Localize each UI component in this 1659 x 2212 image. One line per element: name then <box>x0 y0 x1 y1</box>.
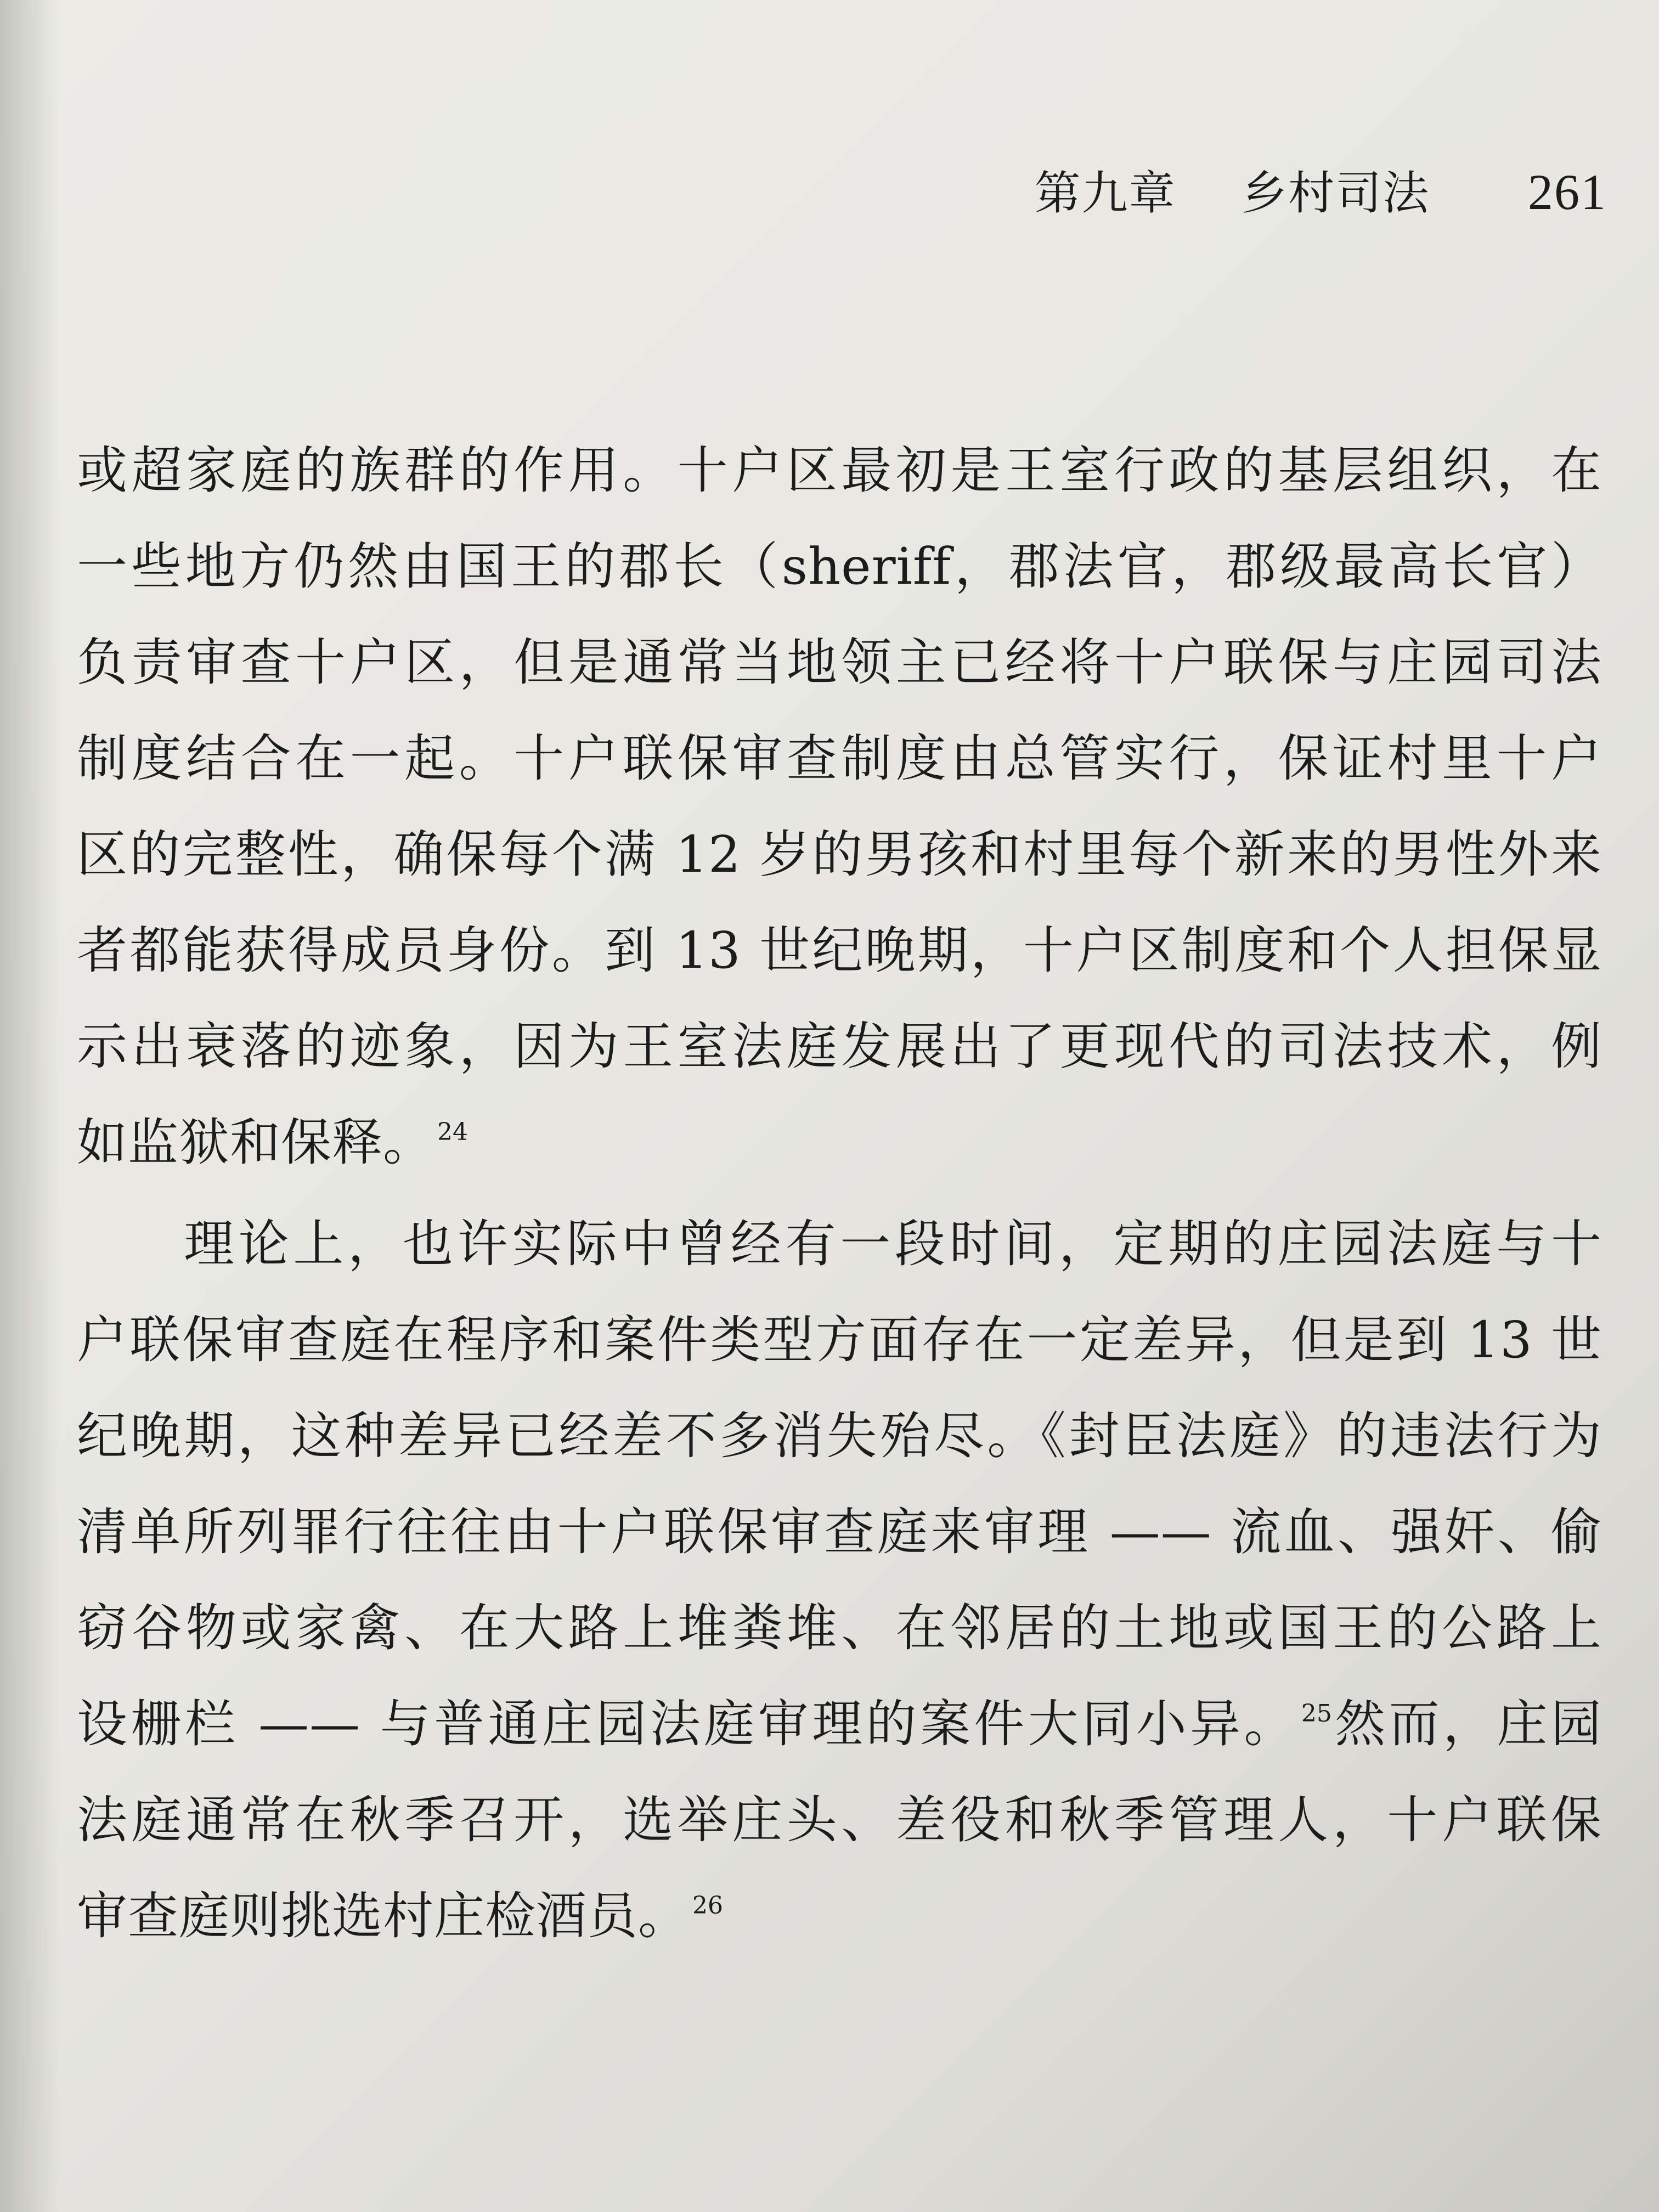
text-line: 负责审查十户区，但是通常当地领主已经将十户联保与庄园司法 <box>77 633 1602 692</box>
text-line: 窃谷物或家禽、在大路上堆粪堆、在邻居的土地或国王的公路上 <box>77 1599 1602 1657</box>
page-number: 261 <box>1528 164 1607 220</box>
text-fragment: 审查庭则挑选村庄检酒员。 <box>77 1887 690 1945</box>
running-head <box>1035 162 1607 223</box>
text-line: 示出衰落的迹象，因为王室法庭发展出了更现代的司法技术，例 <box>77 1017 1602 1076</box>
text-fragment: 如监狱和保释。 <box>77 1113 435 1172</box>
text-line: 清单所列罪行往往由十户联保审查庭来审理 —— 流血、强奸、偷 <box>77 1503 1602 1561</box>
text-line <box>77 1094 1602 1190</box>
text-fragment: 设栅栏 —— 与普通庄园法庭审理的案件大同小异。 <box>77 1695 1298 1753</box>
text-line: 区的完整性，确保每个满 12 岁的男孩和村里每个新来的男性外来 <box>77 825 1602 884</box>
footnote-marker: 25 <box>1301 1700 1332 1728</box>
text-line <box>77 1676 1602 1772</box>
footnote-marker: 24 <box>437 1118 469 1146</box>
text-line: 纪晚期，这种差异已经差不多消失殆尽。《封臣法庭》的违法行为 <box>77 1407 1602 1465</box>
text-line: 制度结合在一起。十户联保审查制度由总管实行，保证村里十户 <box>77 729 1602 788</box>
chapter-label: 第九章 <box>1034 166 1176 220</box>
text-fragment: 然而，庄园 <box>1331 1695 1602 1753</box>
footnote-marker: 26 <box>692 1892 724 1920</box>
text-line: 户联保审查庭在程序和案件类型方面存在一定差异，但是到 13 世 <box>77 1311 1602 1369</box>
text-line: 法庭通常在秋季召开，选举庄头、差役和秋季管理人，十户联保 <box>77 1791 1602 1849</box>
section-title: 乡村司法 <box>1241 166 1430 220</box>
text-line: 或超家庭的族群的作用。十户区最初是王室行政的基层组织，在 <box>77 441 1602 500</box>
page-gutter-shadow <box>0 0 60 2212</box>
paragraph-gap <box>77 1190 1602 1196</box>
body-text <box>77 422 1602 1964</box>
text-line <box>77 1868 1602 1964</box>
text-line: 一些地方仍然由国王的郡长（sheriff，郡法官，郡级最高长官） <box>77 537 1602 596</box>
text-line: 者都能获得成员身份。到 13 世纪晚期，十户区制度和个人担保显 <box>77 921 1602 980</box>
text-line: 理论上，也许实际中曾经有一段时间，定期的庄园法庭与十 <box>184 1215 1602 1273</box>
